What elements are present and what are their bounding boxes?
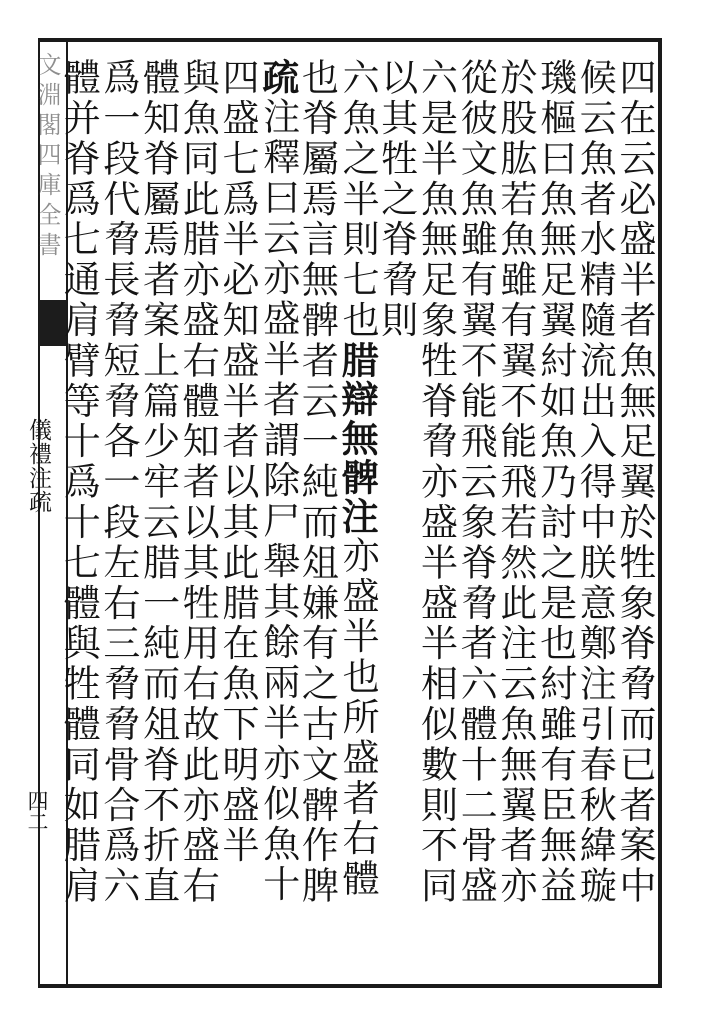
text-run: 候云魚者水精隨流出入得中朕意鄭注引春秋緯璇	[573, 58, 617, 907]
text-column	[533, 58, 577, 907]
text-column	[374, 58, 418, 341]
text-column	[255, 58, 300, 905]
text-column	[573, 58, 617, 907]
text-column	[176, 58, 220, 907]
text-run: 璣樞曰魚無足翼紂如魚乃討之是也紂雖有臣無益	[533, 58, 577, 907]
text-run: 體知脊屬焉者案上篇少牢云腊一純而俎脊不折直	[136, 58, 180, 907]
text-run: 以其牲之脊脅則	[374, 58, 418, 341]
text-column	[613, 58, 656, 907]
spine-faded-label: 文淵閣四庫全書	[33, 52, 61, 262]
section-marker: 注	[335, 496, 380, 536]
text-column	[216, 58, 259, 866]
text-run: 與魚同此腊亦盛右體知者以其牲用右故此亦盛右	[176, 58, 220, 907]
text-column	[136, 58, 180, 907]
text-run: 六魚之半則七也	[336, 58, 380, 341]
text-run: 注釋曰云亦盛半者謂除尸舉其餘兩半亦似魚十	[256, 97, 300, 905]
top-border	[38, 38, 662, 42]
text-column	[295, 58, 339, 907]
text-run: 六是半魚無足象牲脊脅亦盛半盛半相似數則不同	[414, 58, 458, 907]
text-column	[493, 58, 537, 907]
text-column	[335, 58, 380, 900]
text-run: 體并脊爲七通肩臂等十爲十七體與牲體同如腊肩	[57, 58, 101, 907]
text-run: 爲一段代脅長脅短脅各一段左右三脅脅骨合爲六	[96, 58, 140, 907]
text-run: 亦盛半也所盛者右體	[336, 535, 380, 900]
text-column	[414, 58, 458, 907]
text-column	[454, 58, 498, 907]
text-run: 四在云必盛半者魚無足翼於牲象脊脅而已者案中	[613, 58, 656, 907]
text-run: 也脊屬焉言無髀者云一純而俎嫌有之古文髀作脾	[295, 58, 339, 907]
text-column	[96, 58, 140, 907]
text-column	[57, 58, 101, 907]
text-run: 四盛七爲半必知盛半者以其此腊在魚下明盛半	[216, 58, 259, 866]
right-border	[658, 38, 662, 988]
bottom-border	[38, 984, 662, 988]
section-marker: 疏	[255, 58, 300, 97]
book-title: 儀禮注疏	[25, 418, 51, 514]
section-marker: 腊辯無髀	[335, 340, 380, 497]
page-number: 四二	[25, 790, 49, 832]
text-run: 於股肱若魚雖有翼不能飛若然此注云魚無翼者亦	[493, 58, 537, 907]
text-run: 從彼文魚雖有翼不能飛云象脊脅者六體十二骨盛	[454, 58, 498, 907]
